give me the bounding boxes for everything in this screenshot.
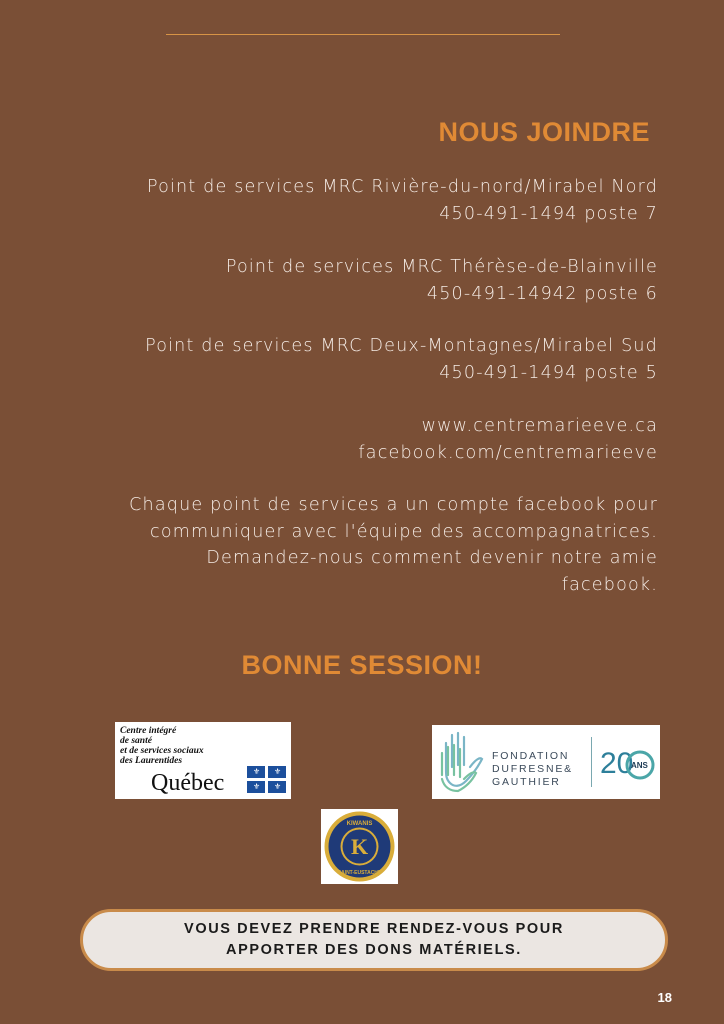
quebec-flag-icon: ⚜ ⚜ ⚜ ⚜	[247, 766, 286, 793]
note-line: communiquer avec l'équipe des accompagnatrices.	[150, 521, 658, 542]
note-line: facebook.	[561, 574, 658, 595]
service-block-deux-montagnes	[38, 333, 658, 386]
svg-text:ANS: ANS	[631, 761, 648, 770]
donation-appointment-notice	[80, 909, 668, 971]
contact-heading: NOUS JOINDRE	[438, 117, 650, 147]
kiwanis-saint-eustache-logo	[321, 809, 398, 884]
service-phone: 450-491-14942 poste 6	[426, 283, 658, 304]
website-link[interactable]: www.centremarieeve.ca	[421, 416, 658, 436]
svg-text:KIWANIS: KIWANIS	[346, 821, 373, 827]
svg-text:SAINT-EUSTACHE: SAINT-EUSTACHE	[337, 870, 382, 876]
notice-line: APPORTER DES DONS MATÉRIELS.	[226, 942, 522, 958]
closing-heading: BONNE SESSION!	[241, 650, 483, 680]
facebook-link[interactable]: facebook.com/centremarieeve	[358, 442, 658, 463]
cisss-text: Centre intégré de santé et de services sociaux des Laurentides	[120, 726, 204, 766]
fondation-dufresne-gauthier-logo	[432, 725, 660, 799]
hands-icon	[436, 729, 486, 793]
top-divider	[166, 34, 560, 35]
kiwanis-emblem-icon	[321, 809, 398, 884]
service-block-therese-de-blainville	[38, 254, 658, 307]
anniversary-20-icon	[600, 743, 656, 783]
web-links	[38, 413, 658, 466]
logo-separator	[591, 737, 592, 787]
notice-line: VOUS DEVEZ PRENDRE RENDEZ-VOUS POUR	[184, 921, 564, 937]
service-block-riviere-du-nord	[38, 174, 658, 227]
note-line: Demandez-nous comment devenir notre amie	[206, 548, 658, 568]
cisss-laurentides-logo	[115, 722, 291, 799]
service-name: Point de services MRC Thérèse-de-Blainville	[225, 257, 658, 277]
service-name: Point de services MRC Deux-Montagnes/Mirabel Sud	[145, 336, 658, 356]
svg-text:20: 20	[600, 747, 634, 780]
service-phone: 450-491-1494 poste 5	[439, 362, 658, 383]
page-number: 18	[657, 990, 672, 1005]
svg-text:K: K	[350, 834, 369, 859]
service-phone: 450-491-1494 poste 7	[439, 203, 658, 224]
note-line: Chaque point de services a un compte facebook pour	[129, 495, 658, 515]
service-name: Point de services MRC Rivière-du-nord/Mirabel Nord	[146, 177, 658, 197]
quebec-wordmark: Québec	[151, 770, 225, 796]
facebook-note	[38, 492, 658, 598]
fondation-text: FONDATION DUFRESNE& GAUTHIER	[492, 750, 573, 788]
